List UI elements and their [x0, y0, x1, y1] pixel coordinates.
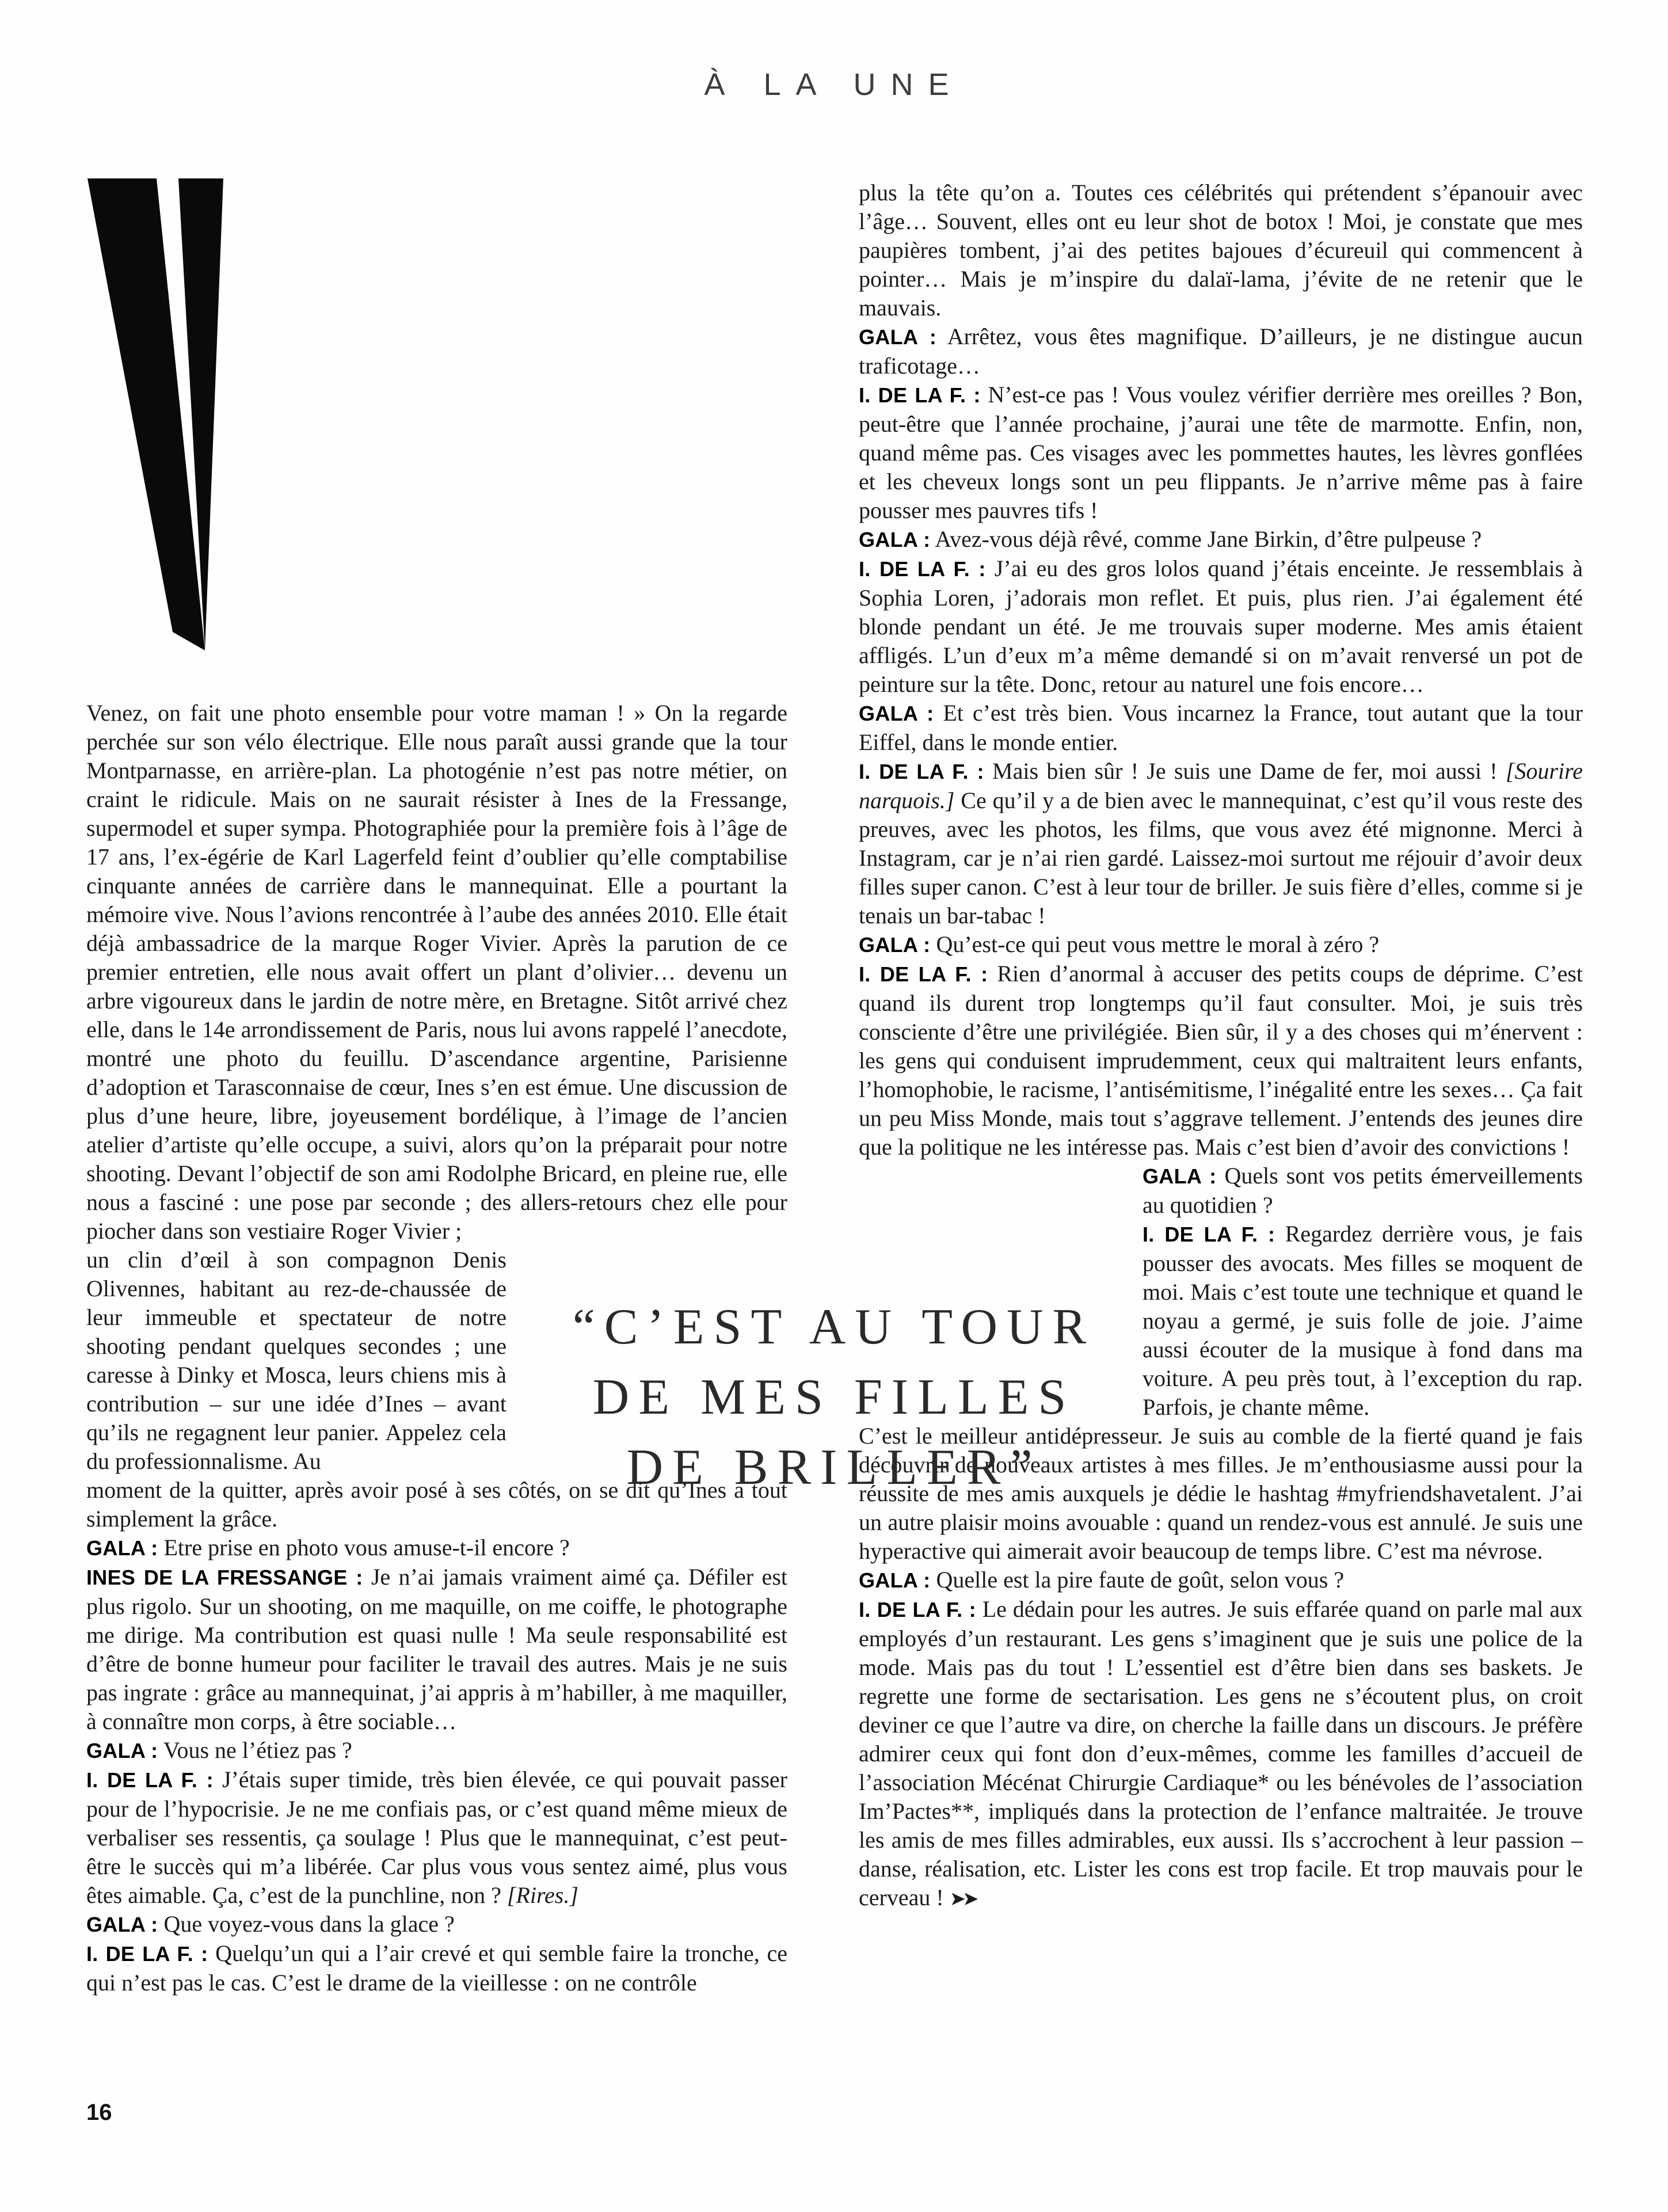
qa-text: Etre prise en photo vous amuse-t-il encore ? [163, 1535, 570, 1560]
qa-text: Arrêtez, vous êtes magnifique. D’ailleurs, je ne distingue aucun traficotage… [859, 323, 1583, 379]
speaker-label: I. DE LA F. : [86, 1942, 208, 1966]
qa-text: Quelqu’un qui a l’air crevé et qui semble faire la tronche, ce qui n’est pas le cas. C’est le drame de la vieillesse : on ne contrôle [86, 1940, 787, 1996]
pull-quote-line: “C’EST AU TOUR [572, 1299, 1096, 1355]
stage-direction: [Sourire narquois.] [859, 758, 1583, 813]
qa-item [1143, 1162, 1583, 1220]
intro-paragraph-part2-wrapped: un clin d’œil à son compagnon Denis Olivennes, habitant au rez-de-chaussée de leur immeuble et spectateur de notre shooting pendant quelques secondes ; une caresse à Dinky et Mosca, leurs chiens mis à contribution – sur une idée d’Ines – avant qu’ils ne regagnent leur panier. Appelez cela du professionnalisme. Au [86, 1247, 507, 1474]
qa-text: Quels sont vos petits émerveillements au quotidien ? [1143, 1163, 1583, 1218]
qa-item [859, 699, 1583, 757]
speaker-label: INES DE LA FRESSANGE : [86, 1566, 363, 1589]
speaker-label: I. DE LA F. : [859, 1598, 976, 1621]
qa-text: N’est-ce pas ! Vous voulez vérifier derrière mes oreilles ? Bon, peut-être que l’année prochaine, j’aurai une tête de marmotte. Enfin, non, quand même pas. Ces visages avec les pommettes hautes, les lèvres gonflées et les cheveux longs sont un peu flippants. Je n’arrive même pas à faire pousser mes pauvres tifs ! [859, 382, 1583, 523]
qa-text: Ce qu’il y a de bien avec le mannequinat, c’est qu’il vous reste des preuves, avec les photos, les films, que vous avez été mignonne. Merci à Instagram, car je n’ai rien gardé. Laissez-moi surtout me réjouir d’avoir deux filles super canon. C’est à leur tour de briller. Je suis fière d’elles, comme si je tenais un bar-tabac ! [859, 787, 1583, 928]
continuation-paragraph: plus la tête qu’on a. Toutes ces célébrités qui prétendent s’épanouir avec l’âge… Souvent, elles ont eu leur shot de botox ! Moi, je constate que mes paupières tombent, j’ai des petites bajoues d’écureuil qui commencent à pointer… Mais je m’inspire du dalaï-lama, j’évite de ne retenir que le mauvais. [859, 180, 1583, 321]
drop-cap-v-glyph [86, 178, 224, 650]
qa-item [859, 322, 1583, 380]
speaker-label: GALA : [86, 1739, 158, 1762]
qa-text: Quelle est la pire faute de goût, selon vous ? [936, 1567, 1345, 1593]
speaker-label: I. DE LA F. : [86, 1768, 214, 1792]
pull-quote-line: DE MES FILLES [592, 1369, 1076, 1425]
qa-item [86, 1765, 787, 1910]
page-number: 16 [86, 2100, 112, 2125]
section-header: À LA UNE [704, 67, 964, 102]
speaker-label: GALA : [859, 528, 931, 551]
qa-text: Regardez derrière vous, je fais pousser des avocats. Mes filles se moquent de moi. Mais c’est toute une technique et quand le noyau a germé, je suis folle de joie. J’aime aussi écouter de la musique à fond dans ma voiture. A peu près tout, à l’exception du rap. Parfois, je chante même. [1143, 1221, 1583, 1420]
speaker-label: GALA : [1143, 1164, 1217, 1188]
speaker-label: I. DE LA F. : [859, 557, 986, 581]
speaker-label: I. DE LA F. : [1143, 1223, 1275, 1246]
qa-item [859, 930, 1583, 960]
qa-item [859, 554, 1583, 699]
qa-item [859, 757, 1583, 930]
speaker-label: GALA : [86, 1913, 158, 1936]
pull-quote [402, 1292, 1266, 1503]
speaker-label: GALA : [86, 1536, 158, 1560]
speaker-label: I. DE LA F. : [859, 760, 984, 783]
qa-item [859, 960, 1583, 1162]
qa-text: Vous ne l’étiez pas ? [163, 1737, 352, 1763]
speaker-label: GALA : [859, 1568, 931, 1592]
speaker-label: I. DE LA F. : [859, 383, 981, 407]
qa-item [86, 1910, 787, 1939]
stage-direction: [Rires.] [507, 1882, 578, 1908]
qa-item [859, 525, 1583, 554]
qa-text: J’étais super timide, très bien élevée, ce qui pouvait passer pour de l’hypocrisie. Je ne me confiais pas, or c’est quand même mieux de verbaliser ses ressentis, ça soulage ! Plus que le mannequinat, c’est peut-être le succès qui m’a libérée. Car plus vous vous sentez aimé, plus vous êtes aimable. Ça, c’est de la punchline, non ? [86, 1766, 787, 1908]
qa-text: Que voyez-vous dans la glace ? [163, 1911, 455, 1937]
continuation-paragraph: C’est le meilleur antidépresseur. Je suis au comble de la fierté quand je fais découvrir de nouveaux artistes à mes filles. Je m’enthousiasme aussi pour la réussite de mes amis auxquels je dédie le hashtag #myfriendshavetalent. J’ai un autre plaisir moins avouable : quand un rendez-vous est annulé. Je suis une hyperactive qui aimerait avoir beaucoup de temps libre. C’est ma névrose. [859, 1423, 1583, 1564]
pull-quote-line: DE BRILLER” [626, 1440, 1042, 1495]
intro-paragraph-part1: Venez, on fait une photo ensemble pour votre maman ! » On la regarde perchée sur son vélo électrique. Elle nous paraît aussi grande que la tour Montparnasse, en arrière-plan. La photogénie n’est pas notre métier, on craint le ridicule. Mais on ne saurait résister à Ines de la Fressange, supermodel et super sympa. Photographiée pour la première fois à l’âge de 17 ans, l’ex-égérie de Karl Lagerfeld feint d’oublier qu’elle comptabilise cinquante années de carrière dans le mannequinat. Elle a pourtant la mémoire vive. Nous l’avions rencontrée à l’aube des années 2010. Elle était déjà ambassadrice de la marque Roger Vivier. Après la parution de ce premier entretien, elle nous avait offert un plant d’olivier… devenu un arbre vigoureux dans le jardin de notre mère, en Bretagne. Sitôt arrivé chez elle, dans le 14e arrondissement de Paris, nous lui avons rappelé l’anecdote, montré une photo du feuillu. D’ascendance argentine, Parisienne d’adoption et Tarasconnaise de cœur, Ines s’en est émue. Une discussion de plus d’une heure, libre, joyeusement bordélique, à l’image de l’ancien atelier d’artiste qu’elle occupe, a suivi, alors qu’on la préparait pour notre shooting. Devant l’objectif de son ami Rodolphe Bricard, en pleine rue, elle nous a fasciné : une pose par seconde ; des allers-retours chez elle pour piocher dans son vestiaire Roger Vivier ; [86, 700, 787, 1244]
right-column [859, 178, 1583, 1913]
qa-text: Le dédain pour les autres. Je suis effarée quand on parle mal aux employés d’un restaurant. Les gens s’imaginent que je suis une police de la mode. Mais pas du tout ! L’essentiel est d’être bien dans ses baskets. Je regrette une forme de sectarisation. Les gens ne s’écoutent plus, on croit deviner ce que l’autre va dire, on cherche la faille dans un discours. Je préfère admirer ceux qui font don d’eux-mêmes, comme les familles d’accueil de l’association Mécénat Chirurgie Cardiaque* ou les bénévoles de l’association Im’Pactes**, impliqués dans la protection de l’enfance maltraitée. Je trouve les amis de mes filles admirables, eux aussi. Ils s’accrochent à leur passion – danse, réalisation, etc. Lister les cons est trop facile. Et trop mauvais pour le cerveau ! [859, 1596, 1583, 1910]
speaker-label: I. DE LA F. : [859, 962, 988, 986]
qa-text: J’ai eu des gros lolos quand j’étais enceinte. Je ressemblais à Sophia Loren, j’adorais mon reflet. Et puis, plus rien. J’ai également été blonde pendant un été. Je me trouvais super moderne. Mes amis étaient affligés. L’un d’eux m’a même demandé si on m’avait renversé un pot de peinture sur la tête. Donc, retour au naturel une fois encore… [859, 555, 1583, 697]
qa-item [86, 1736, 787, 1765]
qa-text: Et c’est très bien. Vous incarnez la France, tout autant que la tour Eiffel, dans le monde entier. [859, 700, 1583, 755]
speaker-label: GALA : [859, 325, 937, 349]
qa-text: Qu’est-ce qui peut vous mettre le moral à zéro ? [936, 931, 1380, 957]
qa-text: Je n’ai jamais vraiment aimé ça. Défiler est plus rigolo. Sur un shooting, on me maquille, on me coiffe, le photographe me dirige. Ma contribution est quasi nulle ! Ma seule responsabilité est d’être de bonne humeur pour faciliter le travail des autres. Mais je ne suis pas ingrate : grâce au mannequinat, j’ai appris à m’habiller, à me maquiller, à connaître mon corps, à être sociable… [86, 1564, 787, 1734]
speaker-label: GALA : [859, 933, 931, 957]
qa-item [859, 1566, 1583, 1595]
speaker-label: GALA : [859, 702, 934, 725]
qa-text: Mais bien sûr ! Je suis une Dame de fer, moi aussi ! [992, 758, 1498, 784]
qa-text: Avez-vous déjà rêvé, comme Jane Birkin, d’être pulpeuse ? [935, 526, 1482, 552]
intro-paragraph-part3: moment de la quitter, après avoir posé à ses côtés, on se dit qu’Ines a tout simplement la grâce. [86, 1477, 787, 1532]
qa-text: Rien d’anormal à accuser des petits coups de déprime. C’est quand ils durent trop longtemps qu’il faut consulter. Moi, je suis très consciente d’être une privilégiée. Bien sûr, il y a des choses qui m’énervent : les gens qui conduisent imprudemment, ceux qui maltraitent leurs enfants, l’homophobie, le racisme, l’antisémitisme, l’inégalité entre les sexes… Ça fait un peu Miss Monde, mais tout s’aggrave tellement. J’entends des jeunes dire que la politique ne les intéresse pas. Mais c’est bien d’avoir des convictions ! [859, 961, 1583, 1160]
qa-item [86, 1563, 787, 1736]
left-column [86, 178, 787, 1997]
qa-item [859, 380, 1583, 525]
qa-item [86, 1533, 787, 1563]
continued-arrow-icon: ➤➤ [949, 1887, 976, 1910]
qa-item [86, 1939, 787, 1997]
qa-item [859, 1595, 1583, 1913]
